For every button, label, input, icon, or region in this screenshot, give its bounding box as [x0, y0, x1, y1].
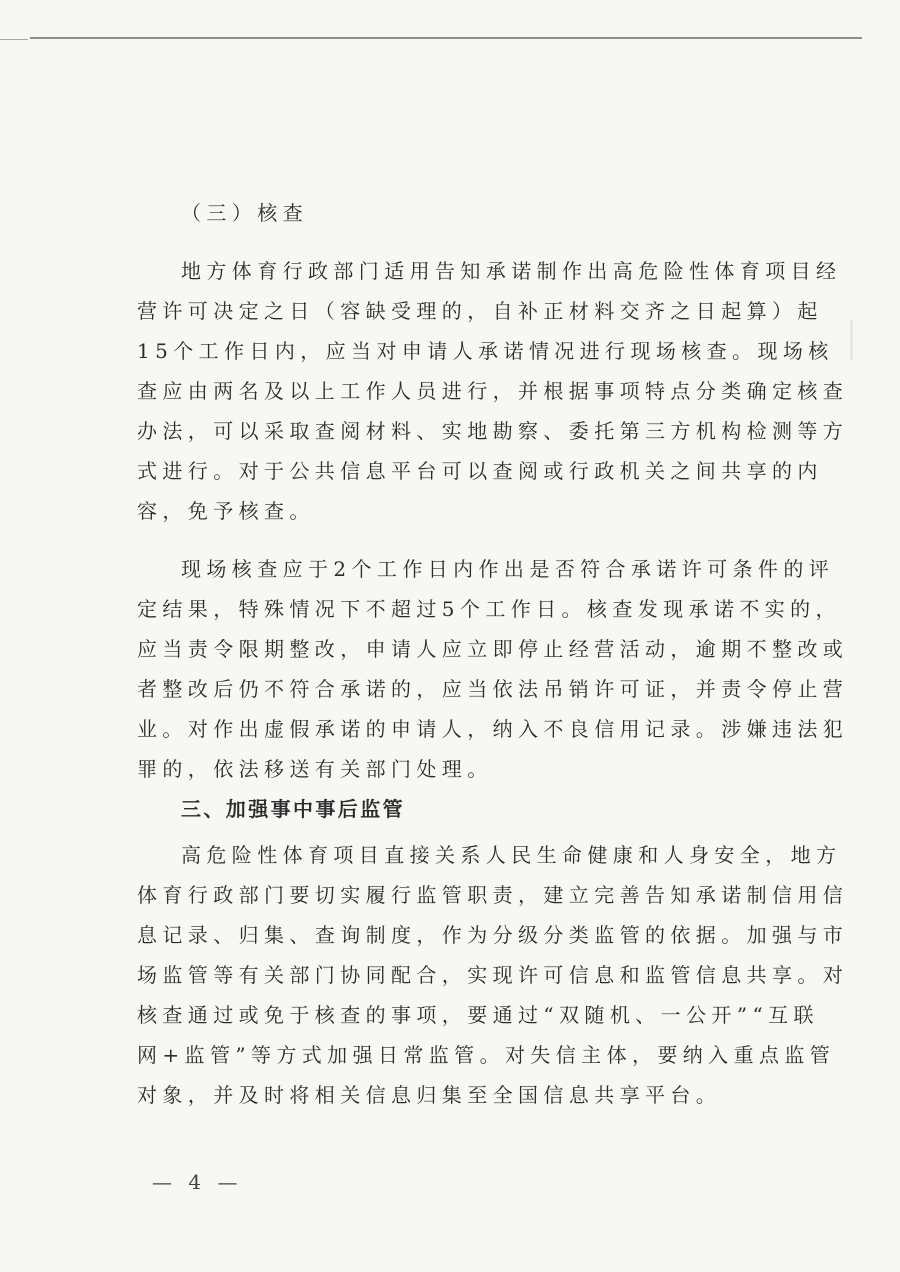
scan-artifact	[850, 320, 853, 360]
paragraph-3	[137, 835, 849, 1115]
section-heading: （三）核查	[181, 201, 308, 225]
paragraph-line: 网+监管”等方式加强日常监管。对失信主体，要纳入重点监管	[137, 1043, 836, 1067]
paragraph-line: 息记录、归集、查询制度，作为分级分类监管的依据。加强与市	[137, 923, 849, 947]
paragraph-line: 对象，并及时将相关信息归集至全国信息共享平台。	[137, 1083, 722, 1107]
paragraph-line: 营许可决定之日（容缺受理的，自补正材料交齐之日起算）起	[137, 299, 823, 323]
paragraph-1	[137, 251, 849, 531]
paragraph-line: 场监管等有关部门协同配合，实现许可信息和监管信息共享。对	[137, 963, 849, 987]
paragraph-line: 查应由两名及以上工作人员进行，并根据事项特点分类确定核查	[137, 379, 849, 403]
header-rule-stub	[0, 39, 28, 40]
paragraph-line: 者整改后仍不符合承诺的，应当依法吊销许可证，并责令停止营	[137, 677, 849, 701]
paragraph-line: 体育行政部门要切实履行监管职责，建立完善告知承诺制信用信	[137, 883, 849, 907]
paragraph-line: 业。对作出虚假承诺的申请人，纳入不良信用记录。涉嫌违法犯	[137, 717, 849, 741]
header-rule	[30, 37, 862, 39]
paragraph-line: 高危险性体育项目直接关系人民生命健康和人身安全，地方	[181, 843, 842, 867]
paragraph-line: 式进行。对于公共信息平台可以查阅或行政机关之间共享的内	[137, 459, 823, 483]
page-number: — 4 —	[152, 1170, 243, 1194]
paragraph-line: 办法，可以采取查阅材料、实地勘察、委托第三方机构检测等方	[137, 419, 849, 443]
paragraph-line: 核查通过或免于核查的事项，要通过“双随机、一公开”“互联	[137, 1003, 819, 1027]
paragraph-2	[137, 549, 849, 789]
paragraph-line: 地方体育行政部门适用告知承诺制作出高危险性体育项目经	[181, 259, 842, 283]
paragraph-line: 应当责令限期整改，申请人应立即停止经营活动，逾期不整改或	[137, 637, 849, 661]
chapter-heading: 三、加强事中事后监管	[181, 797, 405, 821]
paragraph-line: 罪的，依法移送有关部门处理。	[137, 757, 493, 781]
paragraph-line: 15个工作日内，应当对申请人承诺情况进行现场核查。现场核	[137, 339, 834, 363]
paragraph-line: 容，免予核查。	[137, 499, 315, 523]
paragraph-line: 现场核查应于2个工作日内作出是否符合承诺许可条件的评	[181, 557, 835, 581]
body-text	[137, 193, 849, 1115]
paragraph-line: 定结果，特殊情况下不超过5个工作日。核查发现承诺不实的，	[137, 597, 841, 621]
